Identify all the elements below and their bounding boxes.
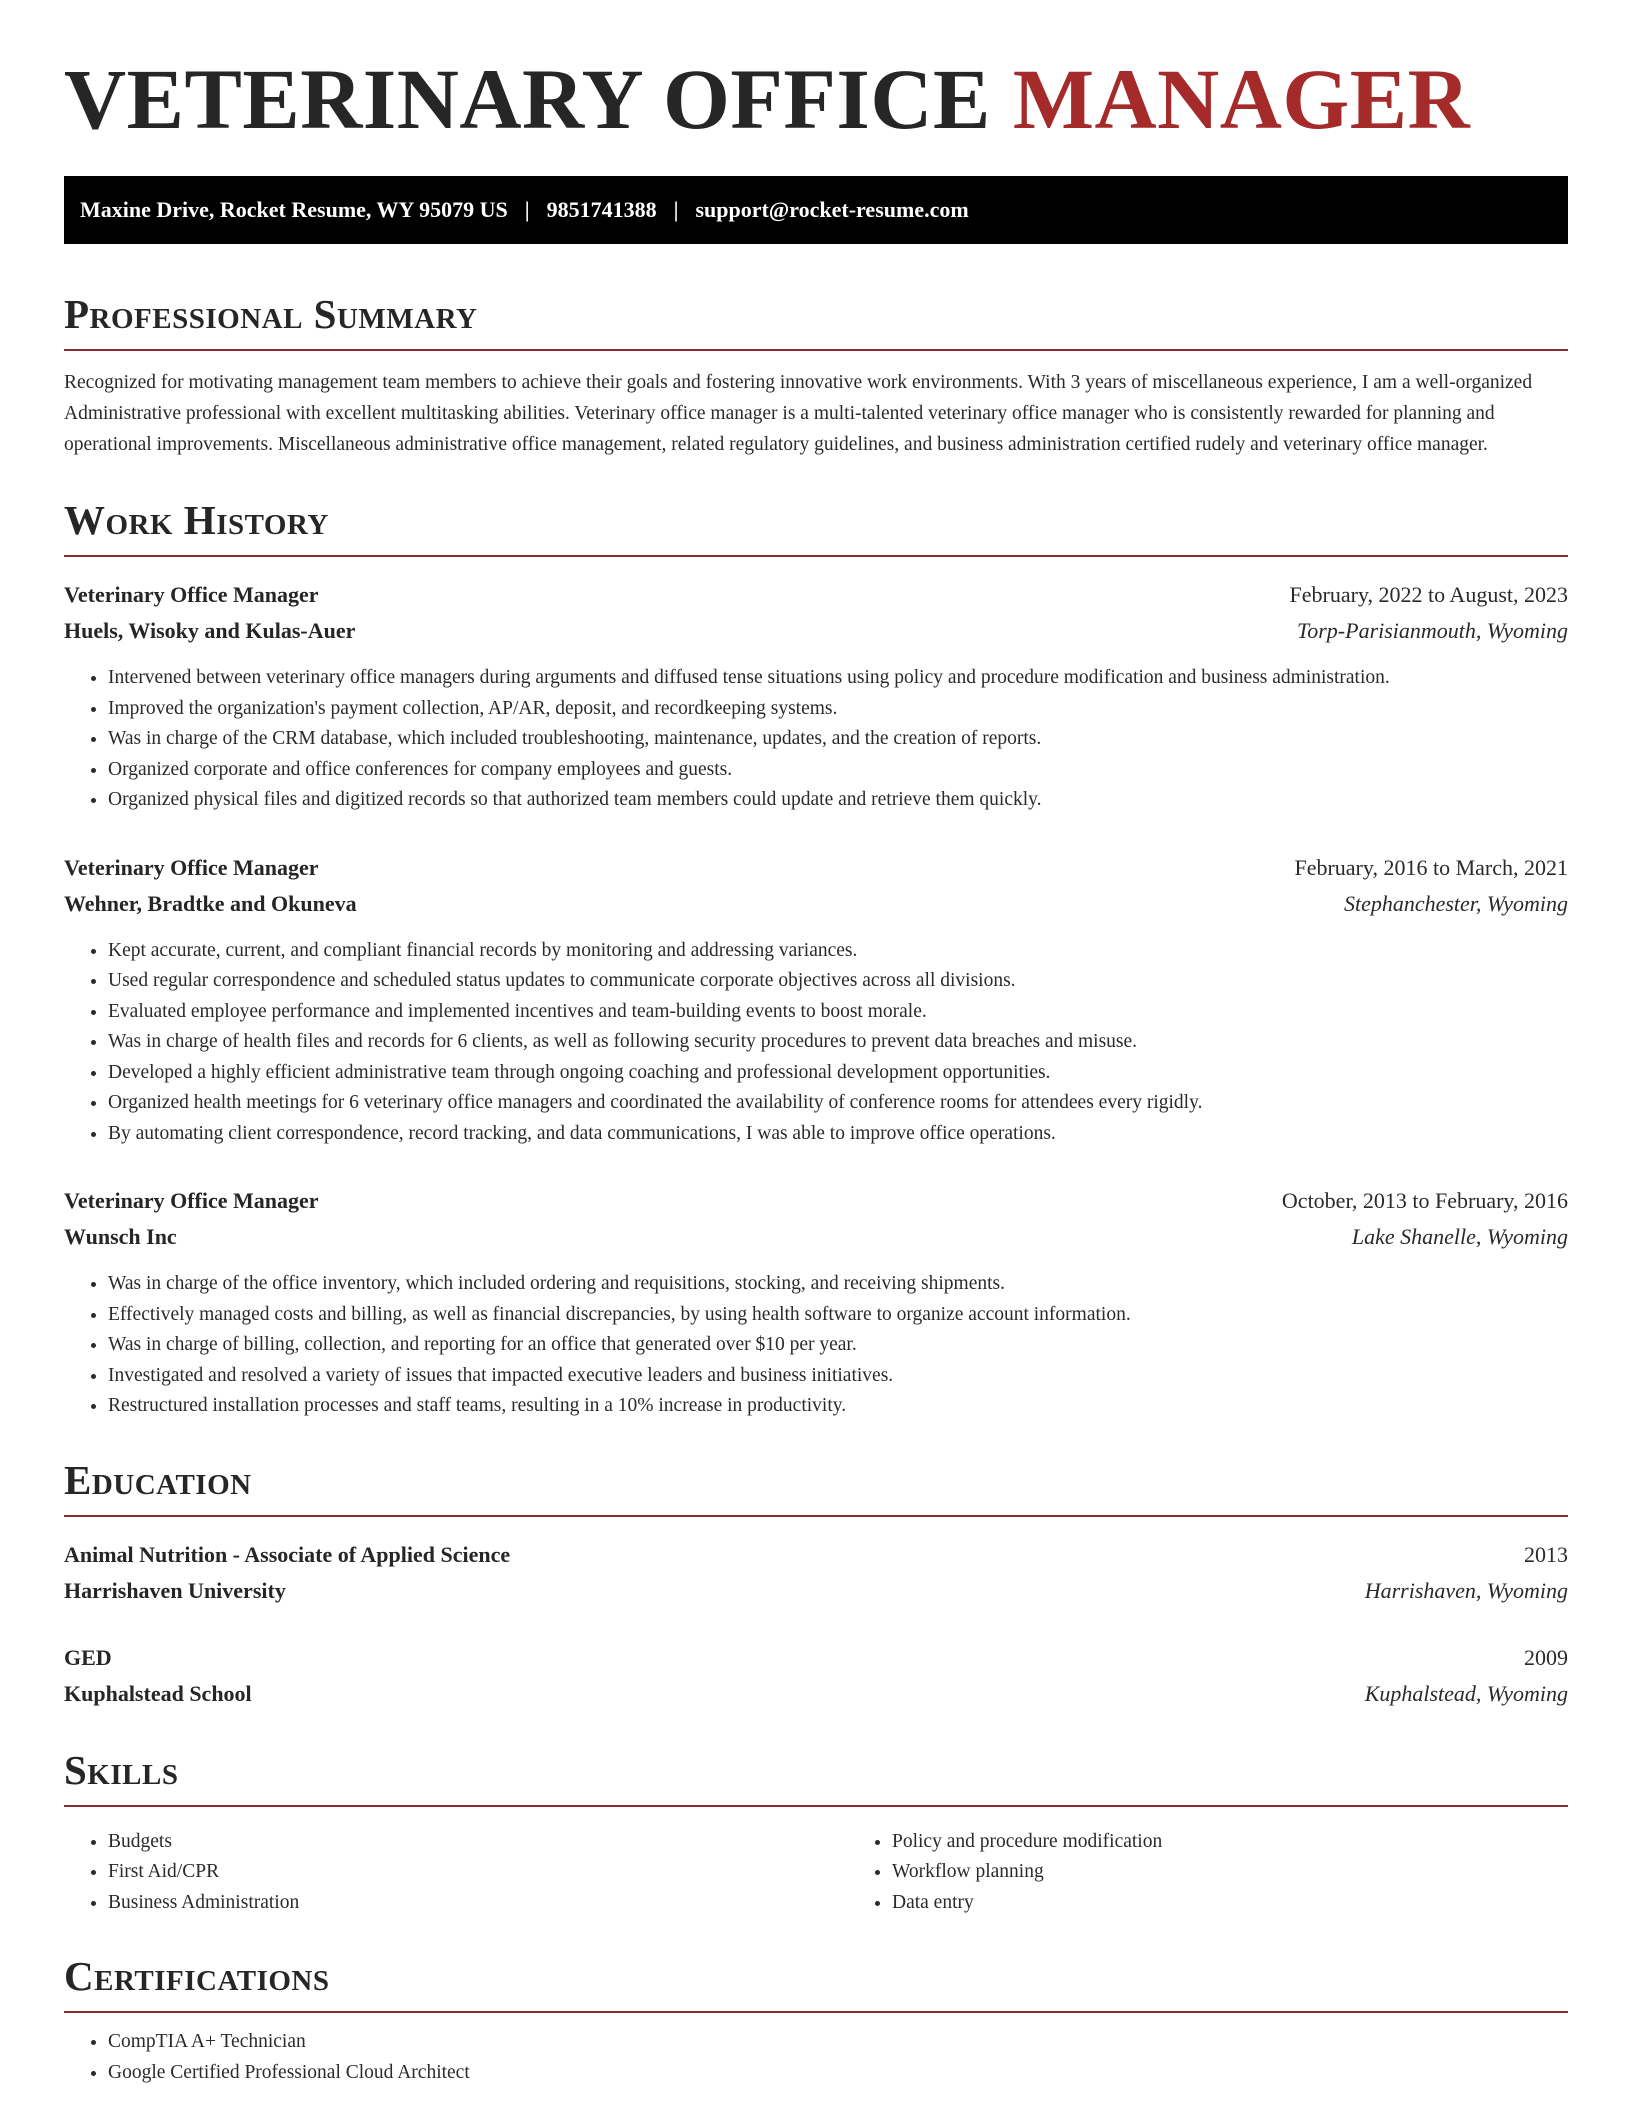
skills-list-left [64, 1827, 848, 1919]
section-heading: Professional Summary [64, 291, 478, 337]
resume-title [64, 51, 1568, 147]
list-item: • Intervened between veterinary office managers during arguments and diffused tense situations using policy and procedure modification and business administration. [108, 663, 1568, 694]
list-item: • Organized health meetings for 6 veterinary office managers and coordinated the availability of conference rooms for attendees every rigidly. [108, 1088, 1568, 1119]
list-item: • Was in charge of the office inventory, which included ordering and requisitions, stocking, and receiving shipments. [108, 1269, 1568, 1300]
section-divider [64, 349, 1568, 351]
education-entry [64, 1640, 1568, 1712]
title-main: VETERINARY OFFICE [64, 51, 991, 147]
certification-item: • CompTIA A+ Technician [108, 2027, 1568, 2058]
contact-address: Maxine Drive, Rocket Resume, WY 95079 US [80, 197, 508, 222]
education-location: Harrishaven, Wyoming [1364, 1577, 1568, 1603]
section-divider [64, 1515, 1568, 1517]
contact-phone: 9851741388 [546, 197, 657, 222]
section-divider [64, 2011, 1568, 2013]
job-title: Veterinary Office Manager [64, 854, 319, 880]
job-title: Veterinary Office Manager [64, 1188, 319, 1213]
contact-bar [64, 176, 1568, 244]
skills-section [64, 1746, 1568, 1919]
list-item: • Investigated and resolved a variety of issues that impacted executive leaders and business initiatives. [108, 1361, 1568, 1392]
job-company: Wunsch Inc [64, 1224, 177, 1249]
job-location: Torp-Parisianmouth, Wyoming [1297, 618, 1568, 643]
job-bullets [64, 663, 1568, 816]
summary-section [64, 291, 1568, 460]
certifications-section [64, 1953, 1568, 2088]
job-entry [64, 1183, 1568, 1422]
list-item: • Restructured installation processes and staff teams, resulting in a 10% increase in productivity. [108, 1391, 1568, 1422]
job-dates: October, 2013 to February, 2016 [1281, 1188, 1568, 1213]
job-company: Huels, Wisoky and Kulas-Auer [64, 618, 356, 643]
job-bullets [64, 936, 1568, 1150]
contact-separator: | [673, 197, 679, 222]
skill-item: • Budgets [108, 1827, 848, 1858]
title-accent: MANAGER [1012, 51, 1471, 147]
section-divider [64, 555, 1568, 557]
education-section [64, 1456, 1568, 1712]
certification-item: • Google Certified Professional Cloud Architect [108, 2058, 1568, 2089]
contact-email: support@rocket-resume.com [695, 197, 969, 222]
section-heading: Education [64, 1456, 252, 1503]
skill-item: • Business Administration [108, 1888, 848, 1919]
list-item: • Used regular correspondence and scheduled status updates to communicate corporate objectives across all divisions. [108, 966, 1568, 997]
skill-item: • Data entry [892, 1888, 1568, 1919]
list-item: • Organized corporate and office conferences for company employees and guests. [108, 755, 1568, 786]
work-history-section [64, 497, 1568, 1422]
list-item: • Developed a highly efficient administrative team through ongoing coaching and professional development opportunities. [108, 1058, 1568, 1089]
job-title: Veterinary Office Manager [64, 582, 319, 607]
job-location: Stephanchester, Wyoming [1343, 890, 1568, 916]
summary-text: Recognized for motivating management team members to achieve their goals and fostering innovative work environments. With 3 years of miscellaneous experience, I am a well-organized Administrative professional with excellent multitasking abilities. Veterinary office manager is a multi-talented veterinary office manager who is consistently rewarded for planning and operational improvements. Miscellaneous administrative office management, related regulatory guidelines, and business administration certified rudely and veterinary office manager. [64, 372, 1533, 455]
list-item: • Was in charge of the CRM database, which included troubleshooting, maintenance, updates, and the creation of reports. [108, 724, 1568, 755]
contact-separator: | [524, 197, 530, 222]
job-bullets [64, 1269, 1568, 1422]
certifications-list [64, 2027, 1568, 2088]
section-divider [64, 1805, 1568, 1807]
section-heading: Skills [64, 1746, 179, 1793]
list-item: • Organized physical files and digitized records so that authorized team members could update and retrieve them quickly. [108, 785, 1568, 816]
education-entry [64, 1537, 1568, 1609]
list-item: • Improved the organization's payment collection, AP/AR, deposit, and recordkeeping systems. [108, 694, 1568, 725]
section-heading: Work History [64, 497, 329, 543]
education-location: Kuphalstead, Wyoming [1364, 1680, 1568, 1706]
job-location: Lake Shanelle, Wyoming [1351, 1224, 1568, 1249]
skill-item: • First Aid/CPR [108, 1857, 848, 1888]
education-degree: Animal Nutrition - Associate of Applied Science [64, 1541, 511, 1567]
education-year: 2009 [1524, 1644, 1568, 1670]
list-item: • Evaluated employee performance and implemented incentives and team-building events to boost morale. [108, 997, 1568, 1028]
list-item: • Was in charge of health files and records for 6 clients, as well as following security procedures to prevent data breaches and misuse. [108, 1027, 1568, 1058]
list-item: • Was in charge of billing, collection, and reporting for an office that generated over $10 per year. [108, 1330, 1568, 1361]
list-item: • Effectively managed costs and billing, as well as financial discrepancies, by using health software to organize account information. [108, 1300, 1568, 1331]
list-item: • Kept accurate, current, and compliant financial records by monitoring and addressing variances. [108, 936, 1568, 967]
education-school: Kuphalstead School [64, 1680, 252, 1706]
job-entry [64, 577, 1568, 816]
job-dates: February, 2016 to March, 2021 [1294, 854, 1568, 880]
job-dates: February, 2022 to August, 2023 [1289, 582, 1568, 607]
skill-item: • Policy and procedure modification [892, 1827, 1568, 1858]
job-company: Wehner, Bradtke and Okuneva [64, 890, 357, 916]
section-heading: Certifications [64, 1953, 330, 1999]
job-entry [64, 850, 1568, 1150]
skills-columns [64, 1827, 1568, 1919]
list-item: • By automating client correspondence, record tracking, and data communications, I was able to improve office operations. [108, 1119, 1568, 1150]
skills-list-right [848, 1827, 1568, 1919]
education-degree: GED [64, 1644, 112, 1670]
education-school: Harrishaven University [64, 1577, 286, 1603]
skill-item: • Workflow planning [892, 1857, 1568, 1888]
education-year: 2013 [1524, 1541, 1568, 1567]
